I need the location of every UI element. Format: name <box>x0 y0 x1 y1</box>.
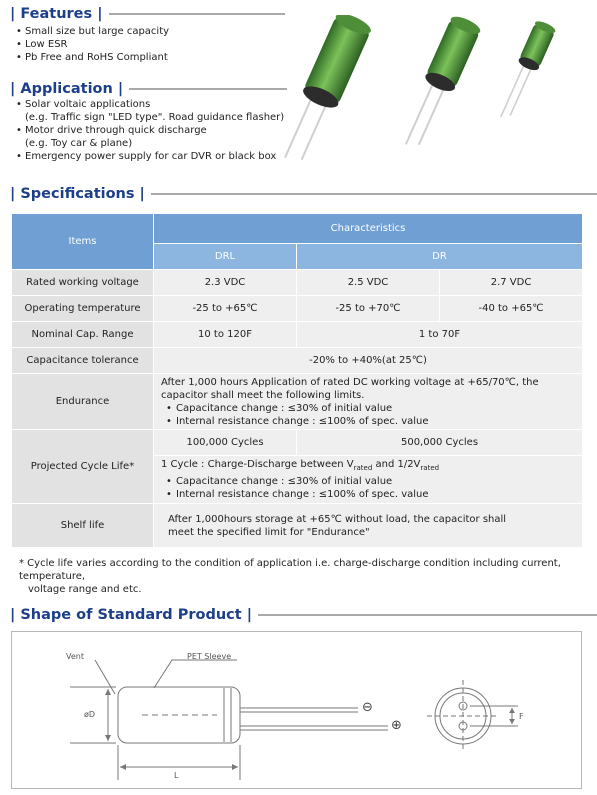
row-label: Capacitance tolerance <box>12 348 154 374</box>
application-item: • Motor drive through quick discharge <box>16 124 284 137</box>
row-label: Shelf life <box>12 504 154 548</box>
table-row <box>12 296 583 322</box>
specifications-heading <box>10 186 597 202</box>
specifications-table <box>11 213 583 548</box>
footnote: * Cycle life varies according to the condition of application i.e. charge-discharge condition including current, temperature, voltage range and etc. <box>19 558 561 595</box>
cycle-definition-cell: 1 Cycle : Charge-Discharge between $V_{rated}$ and $1/2V_{rated}$ • Capacitance change : ≤30% of initial value • Internal resistance change : ≤100% of spec. value <box>154 456 583 504</box>
endurance-text: After 1,000 hours Application of rated DC working voltage at +65/70℃, the capacitor shall meet the following limits. <box>161 376 539 401</box>
specifications-divider <box>151 193 597 195</box>
application-title: | Application | <box>10 81 124 97</box>
shape-heading <box>10 607 597 623</box>
minus-terminal-icon: ⊖ <box>362 700 373 715</box>
row-label: Operating temperature <box>12 296 154 322</box>
cycle-bullet: Capacitance change : ≤30% of initial value <box>176 476 393 487</box>
table-row <box>12 348 583 374</box>
shape-drawing-box <box>11 631 582 789</box>
features-divider <box>109 13 285 15</box>
table-row <box>12 430 583 456</box>
table-row <box>12 270 583 296</box>
cell-value: 1 to 70F <box>297 322 583 348</box>
pitch-label: F <box>519 712 524 721</box>
application-heading <box>10 81 287 97</box>
length-label: L <box>174 771 179 780</box>
cell-value: 500,000 Cycles <box>297 430 583 456</box>
endurance-bullet: Internal resistance change : ≤100% of spec. value <box>176 415 429 427</box>
feature-item: • Small size but large capacity <box>16 25 169 38</box>
cycle-bullet: Internal resistance change : ≤100% of spec. value <box>176 489 429 500</box>
shelf-life-text: After 1,000hours storage at +65℃ without load, the capacitor shall <box>168 513 507 525</box>
application-item: • Solar voltaic applications <box>16 98 284 111</box>
feature-item: • Pb Free and RoHS Compliant <box>16 51 169 64</box>
application-divider <box>129 88 287 90</box>
application-example: (e.g. Toy car & plane) <box>25 138 133 149</box>
table-row <box>12 504 583 548</box>
cycle-definition: 1 Cycle : Charge-Discharge between $V_{rated}$ and $1/2V_{rated}$ <box>161 459 440 472</box>
cell-value: 10 to 120F <box>154 322 297 348</box>
specifications-title: | Specifications | <box>10 186 145 202</box>
table-row <box>12 374 583 430</box>
shelf-life-text: meet the specified limit for "Endurance" <box>168 526 370 538</box>
cell-value: -20% to +40%(at 25℃) <box>154 348 583 374</box>
feature-item: • Low ESR <box>16 38 169 51</box>
dimension-drawing <box>12 632 581 788</box>
shape-divider <box>258 614 597 616</box>
cell-value: 2.7 VDC <box>440 270 583 296</box>
vent-label: Vent <box>66 652 84 661</box>
header-items: Items <box>12 214 154 270</box>
product-photo <box>280 15 570 175</box>
cell-value: 100,000 Cycles <box>154 430 297 456</box>
row-label: Nominal Cap. Range <box>12 322 154 348</box>
table-row <box>12 322 583 348</box>
cell-value: 2.5 VDC <box>297 270 440 296</box>
features-list <box>16 25 169 64</box>
header-characteristics: Characteristics <box>154 214 583 244</box>
row-label: Endurance <box>12 374 154 430</box>
capacitor-large-icon <box>280 15 374 169</box>
cell-value: -25 to +65℃ <box>154 296 297 322</box>
endurance-bullet: Capacitance change : ≤30% of initial value <box>176 402 393 414</box>
features-title: | Features | <box>10 6 103 22</box>
cell-value: 2.3 VDC <box>154 270 297 296</box>
shelf-life-cell <box>154 504 583 548</box>
capacitor-small-icon <box>494 19 556 123</box>
application-item: • Emergency power supply for car DVR or black box <box>16 150 284 163</box>
row-label: Rated working voltage <box>12 270 154 296</box>
plus-terminal-icon: ⊕ <box>391 718 402 733</box>
endurance-cell: After 1,000 hours Application of rated DC working voltage at +65/70℃, the capacitor shall meet the following limits. • Capacitance change : ≤30% of initial value • Internal resistance change : ≤100% of spec. value <box>154 374 583 430</box>
shape-title: | Shape of Standard Product | <box>10 607 253 623</box>
cell-value: -25 to +70℃ <box>297 296 440 322</box>
sleeve-label: PET Sleeve <box>187 652 232 661</box>
row-label: Projected Cycle Life* <box>12 430 154 504</box>
header-dr: DR <box>297 244 583 270</box>
cell-value: -40 to +65℃ <box>440 296 583 322</box>
application-list <box>16 98 284 163</box>
diameter-label: øD <box>84 710 96 719</box>
features-heading <box>10 6 285 22</box>
header-drl: DRL <box>154 244 297 270</box>
capacitor-medium-icon <box>397 15 483 153</box>
application-example: (e.g. Traffic sign "LED type". Road guidance flasher) <box>25 112 285 123</box>
